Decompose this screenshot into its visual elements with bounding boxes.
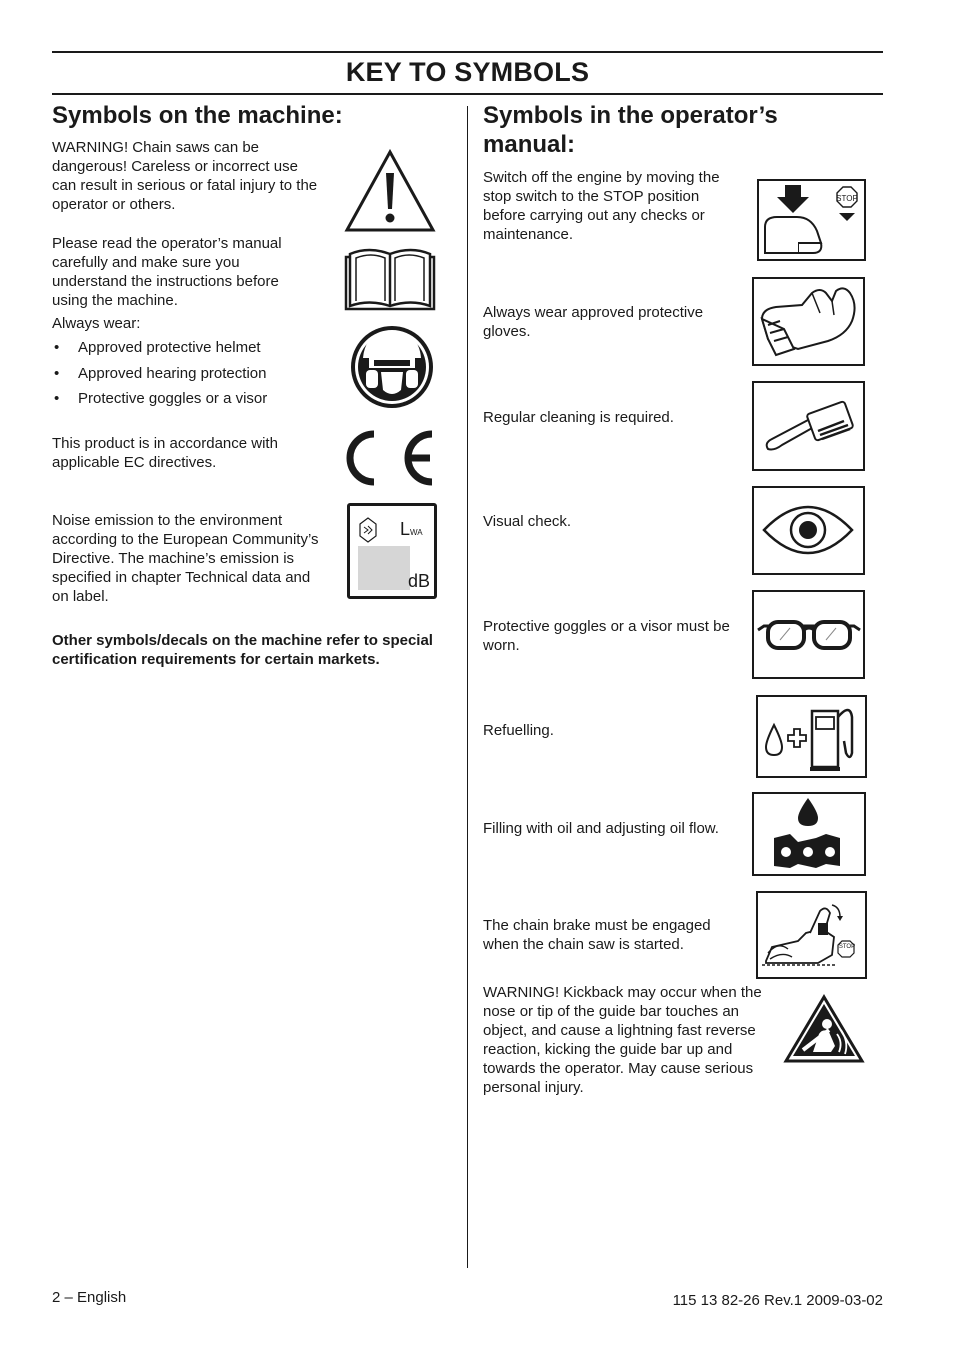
read-manual-icon (344, 244, 436, 311)
visual-check-text: Visual check. (483, 513, 572, 530)
refuel-text: Refuelling. (483, 722, 554, 739)
warning-text: WARNING! Chain saws can be dangerous! Careless or incorrect use can result in serious or fatal injury to the operator or others. (52, 139, 318, 213)
ec-text: This product is in accordance with applicable EC directives. (52, 435, 278, 471)
eye-icon (752, 486, 865, 575)
noise-emission-icon (347, 503, 437, 599)
oil-text: Filling with oil and adjusting oil flow. (483, 820, 719, 837)
right-heading: Symbols in the operator’s manual: (483, 102, 778, 158)
goggles-icon (752, 590, 865, 679)
kickback-warning-icon (783, 994, 865, 1064)
brake-stop-label: STOP (838, 944, 856, 950)
list-item: • Protective goggles or a visor (52, 389, 267, 415)
list-item: • Approved hearing protection (52, 364, 267, 390)
stop-label: STOP (836, 194, 858, 203)
noise-text: Noise emission to the environment according to the European Community’s Directive. The machine’s emission is specified in chapter Technical data and on label. (52, 512, 319, 605)
refuelling-icon (756, 695, 867, 778)
page-title: KEY TO SYMBOLS (345, 57, 590, 87)
chain-brake-text: The chain brake must be engaged when the chain saw is started. (483, 917, 711, 953)
helmet-hearing-protection-icon (349, 324, 435, 410)
list-item: • Approved protective helmet (52, 338, 267, 364)
title-rule (52, 93, 883, 95)
left-heading: Symbols on the machine: (52, 102, 343, 129)
ce-mark-icon (338, 424, 438, 492)
document-code: 115 13 82-26 Rev.1 2009-03-02 (672, 1292, 883, 1309)
always-wear-label: Always wear: (52, 315, 141, 332)
lwa-label: LWA (400, 519, 423, 539)
warning-triangle-icon (344, 149, 436, 233)
manual-text: Please read the operator’s manual carefully and make sure you understand the instructions before using the machine. (52, 235, 282, 309)
db-label: dB (408, 571, 431, 591)
protective-gear-list (52, 338, 267, 415)
stop-text: Switch off the engine by moving the stop switch to the STOP position before carrying out any checks or maintenance. (483, 169, 720, 243)
goggles-text: Protective goggles or a visor must be worn. (483, 618, 730, 654)
protective-gloves-icon (752, 277, 865, 366)
page-number: 2 – English (52, 1289, 127, 1306)
top-rule (52, 51, 883, 53)
chain-oil-icon (752, 792, 866, 876)
stop-switch-icon (757, 179, 866, 261)
cleaning-text: Regular cleaning is required. (483, 409, 674, 426)
gloves-text: Always wear approved protective gloves. (483, 304, 704, 340)
other-symbols-text: Other symbols/decals on the machine refer to special certification requirements for certain markets. (52, 632, 433, 668)
cleaning-brush-icon (752, 381, 865, 471)
kickback-text: WARNING! Kickback may occur when the nose or tip of the guide bar touches an object, and cause a lightning fast reverse reaction, kicking the guide bar up and towards the operator. May cause serious personal injury. (483, 984, 762, 1096)
column-divider (467, 106, 468, 1268)
chain-brake-icon (756, 891, 867, 979)
